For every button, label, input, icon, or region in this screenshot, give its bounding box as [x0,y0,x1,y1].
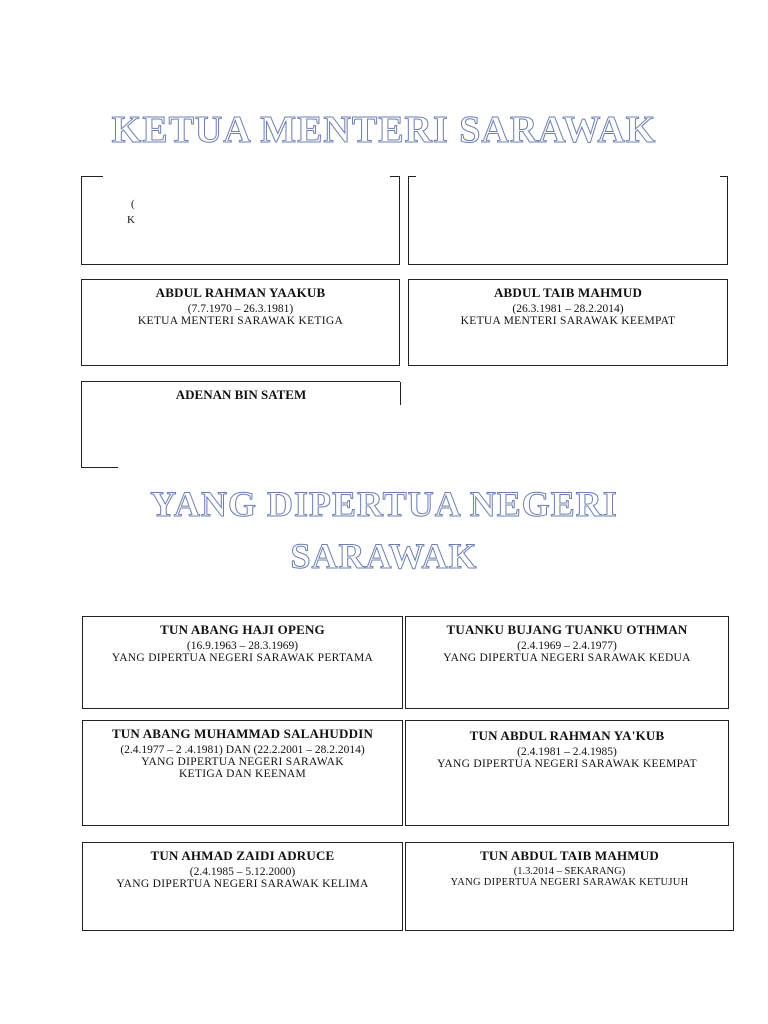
card-role: YANG DIPERTUA NEGERI SARAWAK KETUJUH [450,877,689,888]
card-name: TUANKU BUJANG TUANKU OTHMAN [446,622,688,637]
card-name: ADENAN BIN SATEM [175,387,307,402]
card-role: YANG DIPERTUA NEGERI SARAWAK PERTAMA [111,652,374,664]
card-dates: (7.7.1970 – 26.3.1981) [187,303,294,315]
chief-minister-card [81,279,400,366]
governor-title-line-2: SARAWAK [290,536,478,576]
card-dates: (26.3.1981 – 28.2.2014) [512,303,624,315]
partial-card-right-top-border-right [720,176,728,177]
governor-title-line-1: YANG DIPERTUA NEGERI [150,484,618,524]
card-bottom-edge-stub [82,467,118,468]
partial-card-left-top-border-left [81,176,103,177]
card-role: YANG DIPERTUA NEGERI SARAWAK KEEMPAT [437,758,697,770]
card-role: YANG DIPERTUA NEGERI SARAWAK [141,756,344,768]
governor-card [82,842,403,931]
chief-minister-card-partial [81,381,400,468]
governor-title [0,478,768,582]
governor-card [405,720,729,826]
card-name: TUN ABDUL RAHMAN YA'KUB [469,728,665,743]
chief-minister-card [408,279,728,366]
chief-minister-title: KETUA MENTERI SARAWAK [111,109,657,151]
partial-fragment-2: K [127,214,135,226]
card-dates: (2.4.1977 – 2 .4.1981) DAN (22.2.2001 – 28.2.2014) [120,744,365,756]
governor-card [405,842,734,931]
card-right-edge-stub [400,382,401,405]
partial-card-right [408,176,728,265]
card-role: YANG DIPERTUA NEGERI SARAWAK KELIMA [116,878,369,890]
card-dates: (2.4.1969 – 2.4.1977) [517,640,617,652]
card-role: KETUA MENTERI SARAWAK KEEMPAT [460,315,676,327]
card-dates: (2.4.1985 – 5.12.2000) [189,866,296,878]
card-dates: (2.4.1981 – 2.4.1985) [517,746,617,758]
card-dates: (1.3.2014 – SEKARANG) [513,866,626,877]
card-name: TUN ABANG MUHAMMAD SALAHUDDIN [111,726,374,741]
governor-card [82,616,403,709]
card-role: YANG DIPERTUA NEGERI SARAWAK KEDUA [443,652,691,664]
card-role-continued: KETIGA DAN KEENAM [178,768,307,780]
card-name: TUN AHMAD ZAIDI ADRUCE [150,848,335,863]
card-name: ABDUL TAIB MAHMUD [493,285,643,300]
card-name: ABDUL RAHMAN YAAKUB [155,285,326,300]
card-role: KETUA MENTERI SARAWAK KETIGA [137,315,344,327]
partial-card-left-top-border-right [390,176,400,177]
governor-card [405,616,729,709]
governor-card [82,720,403,826]
partial-card-right-top-border-left [408,176,416,177]
partial-fragment-1: ( [131,198,135,210]
card-dates: (16.9.1963 – 28.3.1969) [186,640,299,652]
card-name: TUN ABDUL TAIB MAHMUD [480,848,659,863]
card-name: TUN ABANG HAJI OPENG [160,622,325,637]
